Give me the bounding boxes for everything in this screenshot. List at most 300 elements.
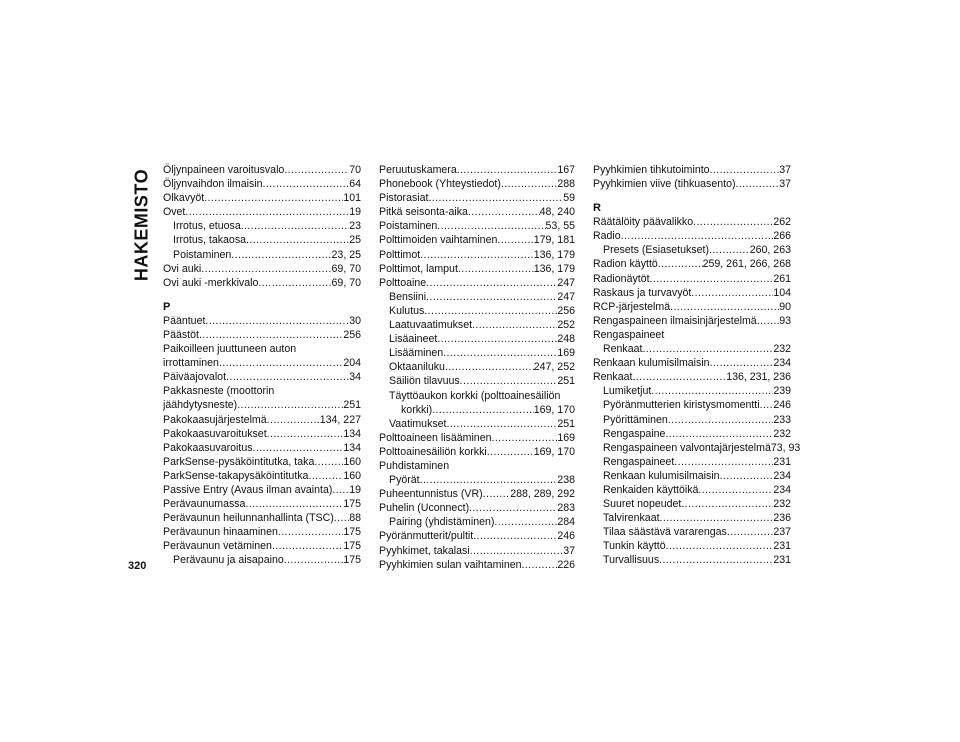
page-reference: 73, 93	[770, 441, 801, 454]
dot-leader	[428, 191, 563, 205]
index-entry	[163, 248, 361, 262]
dot-leader	[267, 427, 344, 441]
page-reference: 23	[349, 220, 361, 233]
index-letter-heading: P	[163, 300, 171, 313]
index-term: Pyyhkimien viive (tihkuasento)	[593, 178, 736, 191]
page-reference: 169	[557, 431, 575, 444]
dot-leader	[246, 233, 349, 247]
index-term: ParkSense-pysäköintitutka, taka	[163, 455, 315, 468]
page-reference: 247, 252	[533, 361, 575, 374]
dot-leader	[632, 370, 726, 384]
index-entry-text: Pakkasneste (moottorin	[163, 385, 275, 398]
dot-leader	[334, 511, 349, 525]
page-reference: 256	[557, 304, 575, 317]
index-entry	[379, 233, 575, 247]
dot-leader	[757, 314, 780, 328]
dot-leader	[621, 229, 774, 243]
index-term: Lisääminen	[389, 347, 444, 360]
dot-leader	[420, 473, 558, 487]
page-reference: 37	[779, 164, 791, 176]
index-term: Polttimot	[379, 248, 421, 261]
index-term: Pakokaasuvaroitus	[163, 441, 253, 454]
index-term: Talvirenkaat	[603, 512, 660, 525]
dot-leader	[245, 497, 343, 511]
index-entry	[593, 215, 791, 229]
dot-leader	[760, 398, 774, 412]
page-reference: 23, 25	[331, 248, 361, 261]
dot-leader	[267, 413, 320, 427]
index-entry	[163, 262, 361, 276]
index-term: Suuret nopeudet	[603, 498, 682, 511]
index-entry	[163, 328, 361, 342]
index-term: Radionäytöt	[593, 272, 650, 285]
page-reference: 37	[563, 544, 575, 557]
dot-leader	[658, 257, 703, 271]
section-title: HAKEMISTO	[131, 168, 152, 282]
page-reference: 226	[557, 558, 575, 571]
dot-leader	[709, 243, 750, 257]
page-reference: 204	[343, 357, 361, 370]
section-tab	[128, 160, 156, 290]
index-entry	[163, 553, 361, 567]
page-reference: 231	[773, 455, 791, 468]
dot-leader	[426, 290, 557, 304]
dot-leader	[457, 163, 558, 177]
page-reference: 261	[773, 272, 791, 285]
index-term: Rengaspaineen valvontajärjestelmä	[603, 441, 771, 454]
index-entry	[379, 290, 575, 304]
index-entry	[593, 511, 791, 525]
index-term: Pyöränmutterien kiristysmomentti	[603, 399, 760, 412]
index-term: Räätälöity päävalikko	[593, 216, 694, 229]
index-entry	[163, 483, 361, 497]
page-reference: 70	[349, 164, 361, 176]
dot-leader	[258, 276, 331, 290]
index-column-1	[163, 163, 361, 568]
index-entry	[379, 346, 575, 360]
page-reference: 237	[773, 526, 791, 539]
index-term: Puhelin (Uconnect)	[379, 502, 470, 515]
page-reference: 262	[773, 216, 791, 229]
index-entry	[163, 233, 361, 247]
index-entry	[163, 314, 361, 328]
dot-leader	[226, 370, 349, 384]
page-reference: 134	[343, 441, 361, 454]
index-entry	[163, 539, 361, 553]
index-entry-text: Rengaspaineet	[593, 328, 665, 341]
index-term: Pyöränmutterit/pultit	[379, 530, 474, 543]
page-reference: 252	[557, 319, 575, 332]
index-entry	[163, 356, 361, 370]
index-entry	[379, 219, 575, 233]
index-term: Säiliön tilavuus	[389, 375, 460, 388]
index-entry	[163, 497, 361, 511]
page-reference: 48, 240	[539, 206, 575, 219]
page-reference: 169, 170	[533, 403, 575, 416]
index-term: Rengaspaineen ilmaisinjärjestelmä	[593, 314, 757, 327]
index-entry	[379, 262, 575, 276]
dot-leader	[659, 553, 773, 567]
index-entry	[379, 163, 575, 177]
index-entry	[379, 205, 575, 219]
page-reference: 104	[773, 286, 791, 299]
index-entry	[593, 413, 791, 427]
index-entry	[593, 177, 791, 191]
index-entry	[593, 229, 791, 243]
index-entry	[163, 525, 361, 539]
dot-leader	[497, 233, 533, 247]
dot-leader	[681, 497, 773, 511]
dot-leader	[472, 318, 557, 332]
page-reference: 134, 227	[319, 413, 361, 426]
page-reference: 232	[773, 498, 791, 511]
dot-leader	[424, 304, 557, 318]
page-reference: 53, 55	[545, 220, 575, 233]
page-reference: 234	[773, 483, 791, 496]
dot-leader	[420, 248, 534, 262]
dot-leader	[332, 483, 349, 497]
page-reference: 160	[343, 469, 361, 482]
dot-leader	[284, 163, 349, 177]
page-reference: 234	[773, 469, 791, 482]
index-entry	[379, 318, 575, 332]
index-entry	[593, 398, 791, 412]
page-number: 320	[128, 560, 147, 572]
index-entry	[163, 163, 361, 177]
index-term: Radion käyttö	[593, 258, 658, 271]
page-reference: 266	[773, 230, 791, 243]
dot-leader	[727, 525, 773, 539]
index-entry	[593, 163, 791, 177]
index-term: Öljynpaineen varoitusvalo	[163, 164, 285, 176]
page-reference: 233	[773, 413, 791, 426]
dot-leader	[494, 515, 557, 529]
index-entry	[163, 219, 361, 233]
dot-leader	[668, 413, 774, 427]
index-term: RCP-järjestelmä	[593, 300, 671, 313]
page-reference: 19	[349, 483, 361, 496]
index-entry-text: Puhdistaminen	[379, 459, 450, 472]
page-reference: 238	[557, 474, 575, 487]
index-term: Renkaan kulumisilmaisin	[593, 357, 710, 370]
dot-leader	[205, 314, 349, 328]
page-reference: 283	[557, 502, 575, 515]
index-term: irrottaminen	[163, 357, 219, 370]
index-term: Poistaminen	[173, 248, 232, 261]
page-reference: 239	[773, 385, 791, 398]
index-letter-heading: R	[593, 202, 601, 215]
dot-leader	[469, 501, 557, 515]
dot-leader	[720, 469, 774, 483]
index-term: jäähdytysneste)	[163, 399, 238, 412]
dot-leader	[185, 205, 349, 219]
index-term: Pääntuet	[163, 314, 206, 327]
index-entry	[163, 205, 361, 219]
index-term: Perävaunu ja aisapaino	[173, 554, 284, 567]
dot-leader	[241, 219, 349, 233]
index-entry-text: Paikoilleen juuttuneen auton	[163, 343, 297, 356]
dot-leader	[468, 205, 540, 219]
index-entry	[593, 483, 791, 497]
dot-leader	[522, 558, 558, 572]
index-entry	[163, 427, 361, 441]
page-reference: 231	[773, 554, 791, 567]
page-reference: 59	[563, 192, 575, 205]
index-term: ParkSense-takapysäköintitutka	[163, 469, 309, 482]
index-term: Pyyhkimien tihkutoiminto	[593, 164, 710, 176]
dot-leader	[642, 342, 773, 356]
index-entry	[163, 276, 361, 290]
index-term: Pitkä seisonta-aika	[379, 206, 468, 219]
page-reference: 179, 181	[533, 234, 575, 247]
dot-leader	[201, 262, 331, 276]
index-entry	[379, 248, 575, 262]
page-reference: 288, 289, 292	[510, 488, 575, 501]
page-reference: 69, 70	[331, 262, 361, 275]
index-entry	[163, 191, 361, 205]
dot-leader	[710, 356, 774, 370]
index-entry	[379, 374, 575, 388]
index-term: Passive Entry (Avaus ilman avainta)	[163, 483, 333, 496]
page-reference: 251	[557, 375, 575, 388]
index-term: Perävaunun vetäminen	[163, 540, 272, 553]
index-term: Renkaan kulumisilmaisin	[603, 469, 720, 482]
index-term: Lumiketjut	[603, 385, 652, 398]
index-entry	[379, 304, 575, 318]
index-entry	[593, 300, 791, 314]
dot-leader	[501, 177, 557, 191]
page-reference: 175	[343, 554, 361, 567]
dot-leader	[710, 163, 780, 177]
dot-leader	[693, 215, 773, 229]
index-term: Raskaus ja turvavyöt	[593, 286, 692, 299]
index-entry	[163, 177, 361, 191]
dot-leader	[470, 544, 564, 558]
page-reference: 134	[343, 427, 361, 440]
index-term: Ovi auki -merkkivalo	[163, 276, 259, 289]
page-reference: 231	[773, 540, 791, 553]
index-term: Radio	[593, 230, 621, 243]
index-term: Turvallisuus	[603, 554, 660, 567]
index-term: Renkaiden käyttöikä	[603, 483, 699, 496]
index-term: Polttoaineen lisääminen	[379, 431, 492, 444]
index-term: Polttimoiden vaihtaminen	[379, 234, 498, 247]
page-reference: 169	[557, 347, 575, 360]
index-entry	[379, 445, 575, 459]
page-reference: 288	[557, 178, 575, 191]
dot-leader	[204, 191, 343, 205]
index-entry	[163, 469, 361, 483]
index-term: Polttimot, lamput	[379, 262, 458, 275]
index-entry	[593, 553, 791, 567]
dot-leader	[237, 398, 343, 412]
page-reference: 232	[773, 343, 791, 356]
index-entry	[379, 544, 575, 558]
index-entry	[163, 370, 361, 384]
index-entry	[593, 441, 801, 455]
index-term: Laatuvaatimukset	[389, 319, 473, 332]
index-term: Peruutuskamera	[379, 164, 457, 176]
index-entry	[593, 539, 791, 553]
index-term: Vaatimukset	[389, 417, 447, 430]
index-entry	[593, 427, 791, 441]
dot-leader	[437, 219, 545, 233]
dot-leader	[650, 272, 774, 286]
index-term: Presets (Esiasetukset)	[603, 244, 709, 257]
index-term: Oktaaniluku	[389, 361, 445, 374]
dot-leader	[445, 360, 534, 374]
index-entry	[163, 441, 361, 455]
page-reference: 251	[557, 417, 575, 430]
index-term: Perävaunun hinaaminen	[163, 526, 278, 539]
page-reference: 136, 231, 236	[726, 371, 791, 384]
index-entry	[593, 342, 791, 356]
index-entry	[379, 360, 575, 374]
page-reference: 30	[349, 314, 361, 327]
index-entry	[593, 272, 791, 286]
page-reference: 175	[343, 540, 361, 553]
dot-leader	[231, 248, 331, 262]
dot-leader	[437, 332, 557, 346]
index-term: Pyyhkimien sulan vaihtaminen	[379, 558, 522, 571]
page-reference: 169, 170	[533, 445, 575, 458]
dot-leader	[460, 374, 558, 388]
page-reference: 25	[349, 234, 361, 247]
page-reference: 259, 261, 266, 268	[702, 258, 791, 271]
page-reference: 246	[773, 399, 791, 412]
dot-leader	[308, 469, 343, 483]
dot-leader	[284, 553, 344, 567]
index-term: Polttoaine	[379, 276, 427, 289]
index-entry	[379, 276, 575, 290]
index-entry	[379, 529, 575, 543]
dot-leader	[492, 431, 558, 445]
page-reference: 136, 179	[533, 262, 575, 275]
index-term: Ovet	[163, 206, 186, 219]
dot-leader	[219, 356, 343, 370]
index-entry	[593, 384, 791, 398]
page-reference: 251	[343, 399, 361, 412]
index-term: Öljynvaihdon ilmaisin	[163, 178, 263, 191]
page-reference: 236	[773, 512, 791, 525]
index-term: Pakokaasujärjestelmä	[163, 413, 267, 426]
page-reference: 19	[349, 206, 361, 219]
index-term: Pyyhkimet, takalasi	[379, 544, 470, 557]
index-entry	[379, 403, 575, 417]
dot-leader	[665, 427, 773, 441]
index-entry	[163, 398, 361, 412]
index-entry	[593, 356, 791, 370]
index-term: Tunkin käyttö	[603, 540, 666, 553]
page-reference: 34	[349, 371, 361, 384]
dot-leader	[487, 445, 534, 459]
index-term: Perävaunun heilunnanhallinta (TSC)	[163, 512, 334, 525]
dot-leader	[314, 455, 343, 469]
index-entry-text: Täyttöaukon korkki (polttoainesäiliön	[389, 389, 561, 402]
index-entry	[593, 257, 791, 271]
index-entry	[593, 286, 791, 300]
index-term: Poistaminen	[379, 220, 438, 233]
index-term: Pairing (yhdistäminen)	[389, 516, 495, 529]
index-term: Tilaa säästävä vararengas	[603, 526, 727, 539]
page-reference: 232	[773, 427, 791, 440]
dot-leader	[670, 300, 779, 314]
index-entry	[593, 243, 791, 257]
page-reference: 246	[557, 530, 575, 543]
page-reference: 90	[779, 300, 791, 313]
dot-leader	[691, 286, 773, 300]
page-reference: 64	[349, 178, 361, 191]
index-term: Ovi auki	[163, 262, 202, 275]
index-entry	[379, 177, 575, 191]
dot-leader	[272, 539, 343, 553]
index-entry	[163, 413, 361, 427]
index-entry	[379, 473, 575, 487]
dot-leader	[432, 403, 534, 417]
dot-leader	[473, 529, 557, 543]
page-reference: 260, 263	[749, 244, 791, 257]
index-term: Päiväajovalot	[163, 371, 227, 384]
index-entry	[379, 191, 575, 205]
index-entry	[379, 501, 575, 515]
index-term: Rengaspaine	[603, 427, 666, 440]
index-term: Pyörät	[389, 474, 420, 487]
index-term: Polttoainesäiliön korkki	[379, 445, 487, 458]
index-term: Rengaspaineet	[603, 455, 675, 468]
page-reference: 256	[343, 328, 361, 341]
index-term: Irrotus, takaosa	[173, 234, 247, 247]
index-entry	[593, 497, 791, 511]
index-term: Pakokaasuvaroitukset	[163, 427, 267, 440]
page-reference: 247	[557, 276, 575, 289]
index-term: Perävaunumassa	[163, 498, 246, 511]
page-reference: 88	[349, 512, 361, 525]
index-entry	[379, 431, 575, 445]
page-reference: 160	[343, 455, 361, 468]
index-entry	[379, 332, 575, 346]
page-reference: 37	[779, 178, 791, 191]
index-term: Kulutus	[389, 304, 425, 317]
index-entry	[593, 314, 791, 328]
dot-leader	[660, 511, 774, 525]
index-term: Renkaat	[603, 343, 643, 356]
index-term: Phonebook (Yhteystiedot)	[379, 178, 501, 191]
index-entry	[379, 515, 575, 529]
index-entry	[379, 487, 575, 501]
dot-leader	[735, 177, 779, 191]
dot-leader	[443, 346, 557, 360]
index-entry	[379, 558, 575, 572]
index-column-2	[379, 163, 575, 572]
index-term: Renkaat	[593, 371, 633, 384]
dot-leader	[458, 262, 534, 276]
page-reference: 247	[557, 290, 575, 303]
dot-leader	[674, 455, 773, 469]
dot-leader	[278, 525, 343, 539]
index-entry	[379, 417, 575, 431]
dot-leader	[253, 441, 344, 455]
page-reference: 248	[557, 333, 575, 346]
index-column-3	[593, 163, 801, 568]
page-reference: 93	[779, 314, 791, 327]
page-reference: 69, 70	[331, 276, 361, 289]
index-entry	[593, 455, 791, 469]
page-reference: 234	[773, 357, 791, 370]
index-entry	[593, 525, 791, 539]
index-entry	[593, 469, 791, 483]
dot-leader	[426, 276, 557, 290]
dot-leader	[651, 384, 773, 398]
